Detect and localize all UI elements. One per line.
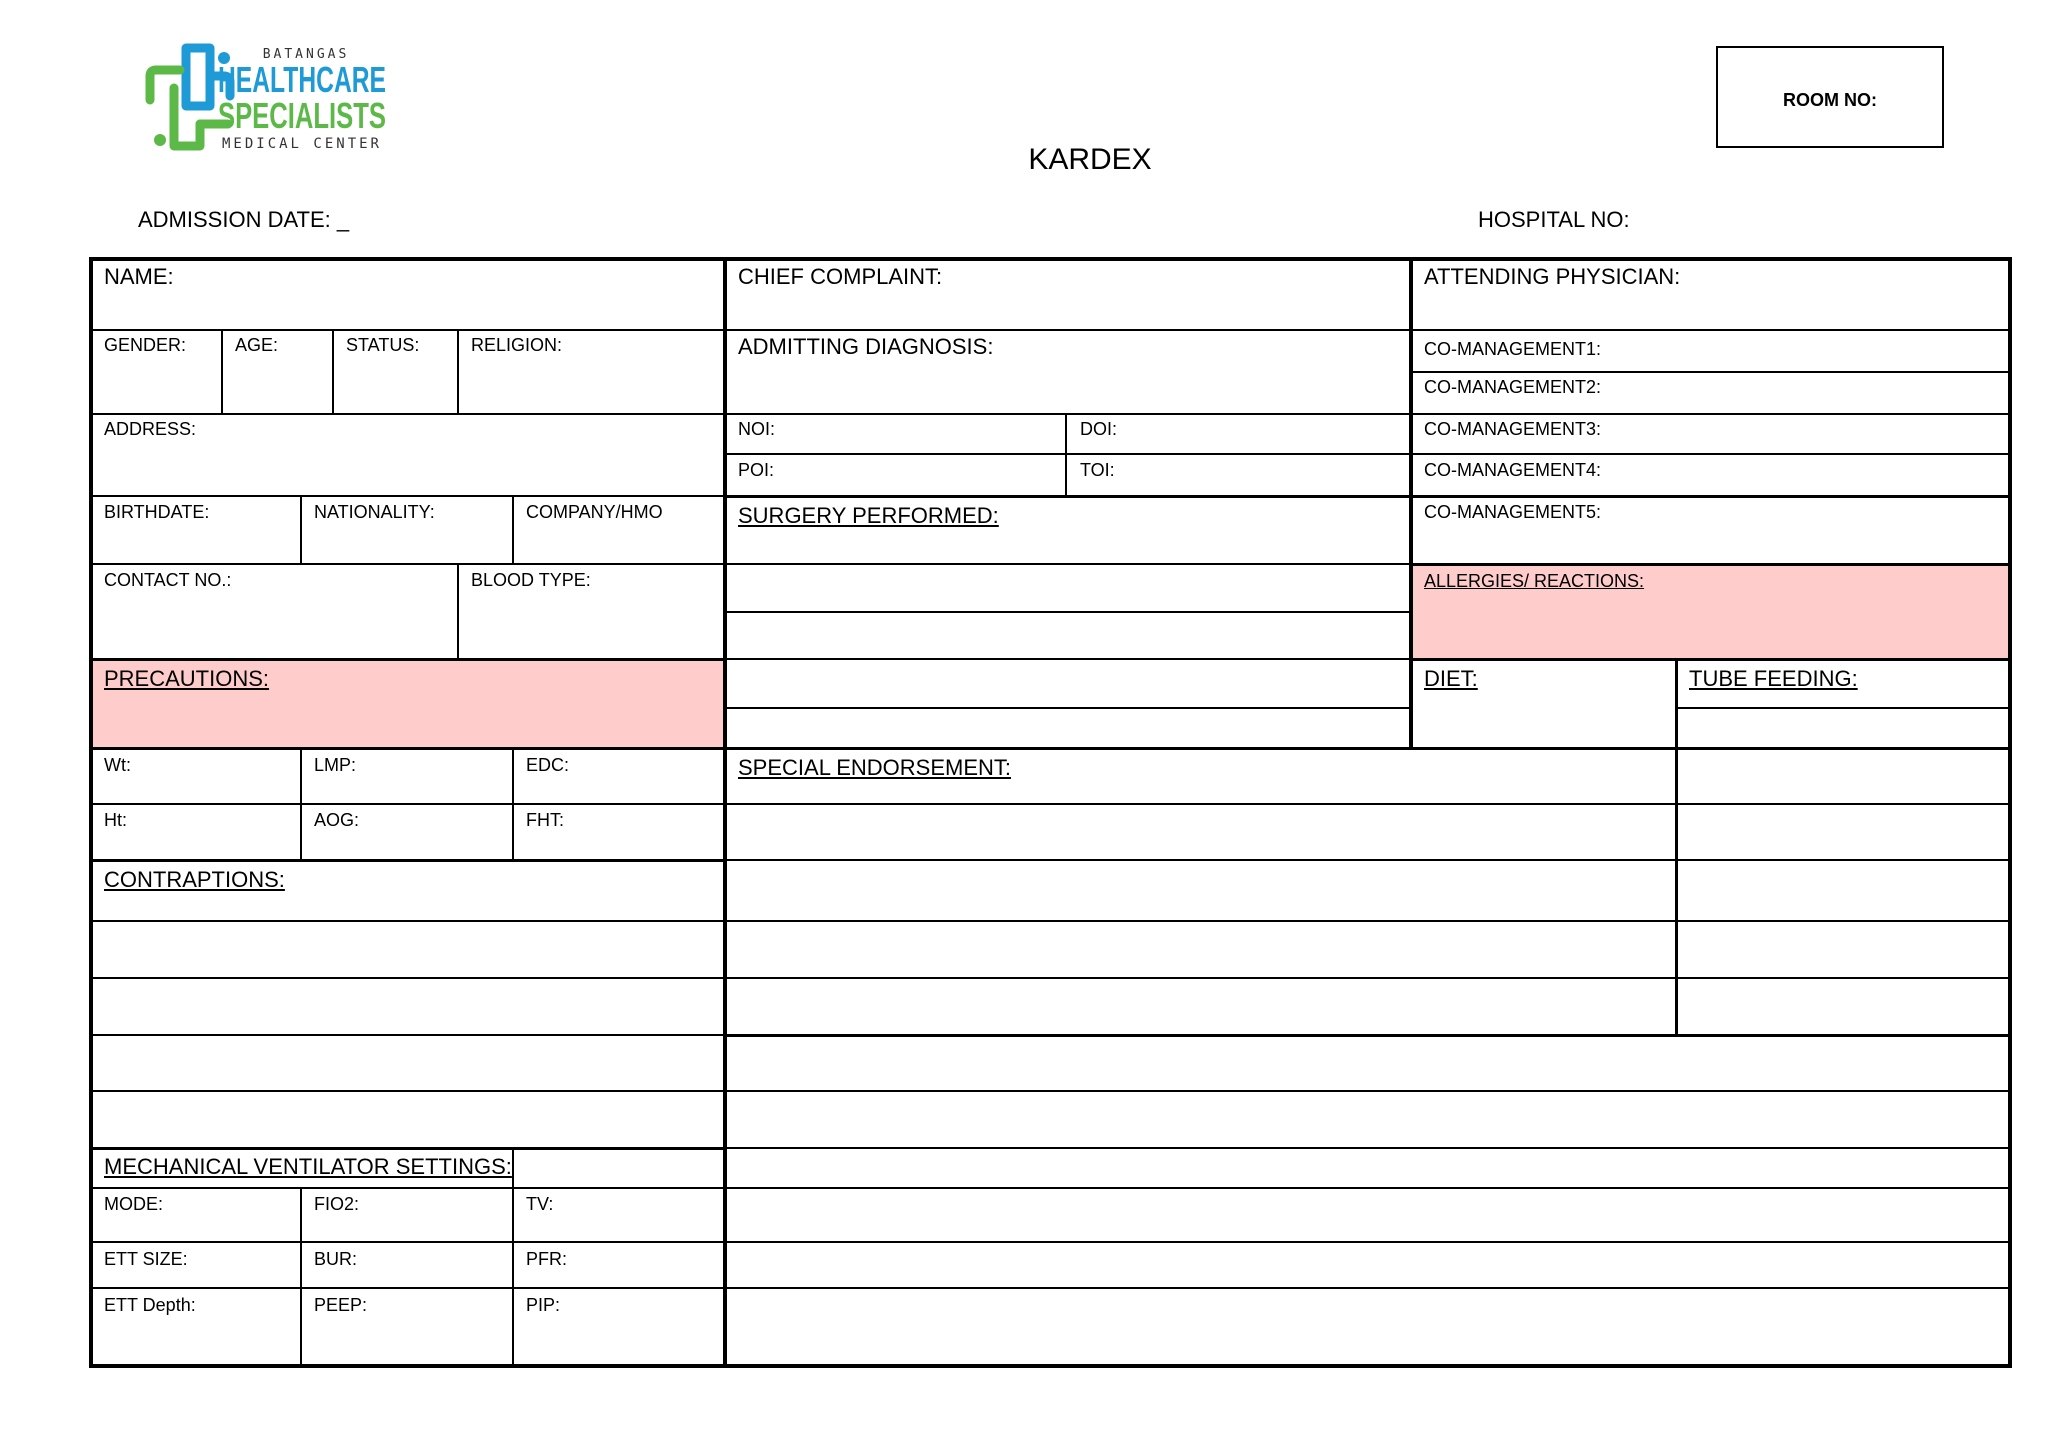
room-no-box [1716, 46, 1944, 148]
logo-line1: BATANGAS [262, 47, 350, 62]
diet-label: DIET: [1424, 666, 1478, 691]
noi-label: NOI: [738, 419, 776, 439]
chief-complaint-label: CHIEF COMPLAINT: [738, 264, 943, 289]
aog-label: AOG: [314, 810, 360, 830]
allergies-label: ALLERGIES/ REACTIONS: [1424, 571, 1645, 591]
name-label: NAME: [104, 264, 174, 289]
poi-label: POI: [738, 460, 775, 480]
wt-label: Wt: [104, 755, 131, 775]
company-hmo-label: COMPANY/HMO [526, 502, 663, 522]
ventilator-settings-title: MECHANICAL VENTILATOR SETTINGS: [104, 1154, 512, 1179]
page-title: KARDEX [1028, 143, 1152, 176]
special-endorsement-label: SPECIAL ENDORSEMENT: [738, 755, 1012, 780]
admission-date-label: ADMISSION DATE: _ [138, 207, 350, 232]
logo-line2: HEALTHCARE [218, 59, 386, 100]
toi-label: TOI: [1080, 460, 1115, 480]
pfr-label: PFR: [526, 1249, 568, 1269]
comanagement-1-label: CO-MANAGEMENT1: [1424, 339, 1602, 359]
doi-label: DOI: [1080, 419, 1118, 439]
religion-label: RELIGION: [471, 335, 563, 355]
comanagement-4-label: CO-MANAGEMENT4: [1424, 460, 1602, 480]
logo-line4: MEDICAL CENTER [221, 136, 383, 152]
logo-line3: SPECIALISTS [218, 95, 386, 136]
mode-label: MODE: [104, 1194, 164, 1214]
hospital-no-label: HOSPITAL NO: [1478, 207, 1630, 232]
lmp-label: LMP: [314, 755, 357, 775]
bur-label: BUR: [314, 1249, 358, 1269]
comanagement-2-label: CO-MANAGEMENT2: [1424, 377, 1602, 397]
ht-label: Ht: [104, 810, 128, 830]
fio2-label: FIO2: [314, 1194, 360, 1214]
tube-feeding-label: TUBE FEEDING: [1689, 666, 1858, 691]
contraptions-label: CONTRAPTIONS: [104, 867, 285, 892]
nationality-label: NATIONALITY: [314, 502, 435, 522]
address-label: ADDRESS: [104, 419, 197, 439]
surgery-performed-label: SURGERY PERFORMED: [738, 503, 999, 528]
hospital-logo [144, 40, 444, 160]
precautions-label: PRECAUTIONS: [104, 666, 270, 691]
ett-size-label: ETT SIZE: [104, 1249, 188, 1269]
age-label: AGE: [235, 335, 279, 355]
peep-label: PEEP: [314, 1295, 368, 1315]
room-no-label: ROOM NO: [1783, 90, 1877, 110]
contact-no-label: CONTACT NO.: [104, 570, 232, 590]
fht-label: FHT: [526, 810, 564, 830]
comanagement-5-label: CO-MANAGEMENT5: [1424, 502, 1602, 522]
edc-label: EDC: [526, 755, 570, 775]
comanagement-3-label: CO-MANAGEMENT3: [1424, 419, 1602, 439]
birthdate-label: BIRTHDATE: [104, 502, 210, 522]
attending-physician-label: ATTENDING PHYSICIAN: [1424, 264, 1681, 289]
gender-label: GENDER: [104, 335, 187, 355]
admitting-diagnosis-label: ADMITTING DIAGNOSIS: [738, 334, 994, 359]
status-label: STATUS: [346, 335, 420, 355]
ett-depth-label: ETT Depth: [104, 1295, 196, 1315]
pip-label: PIP: [526, 1295, 561, 1315]
blood-type-label: BLOOD TYPE: [471, 570, 591, 590]
tv-label: TV: [526, 1194, 554, 1214]
